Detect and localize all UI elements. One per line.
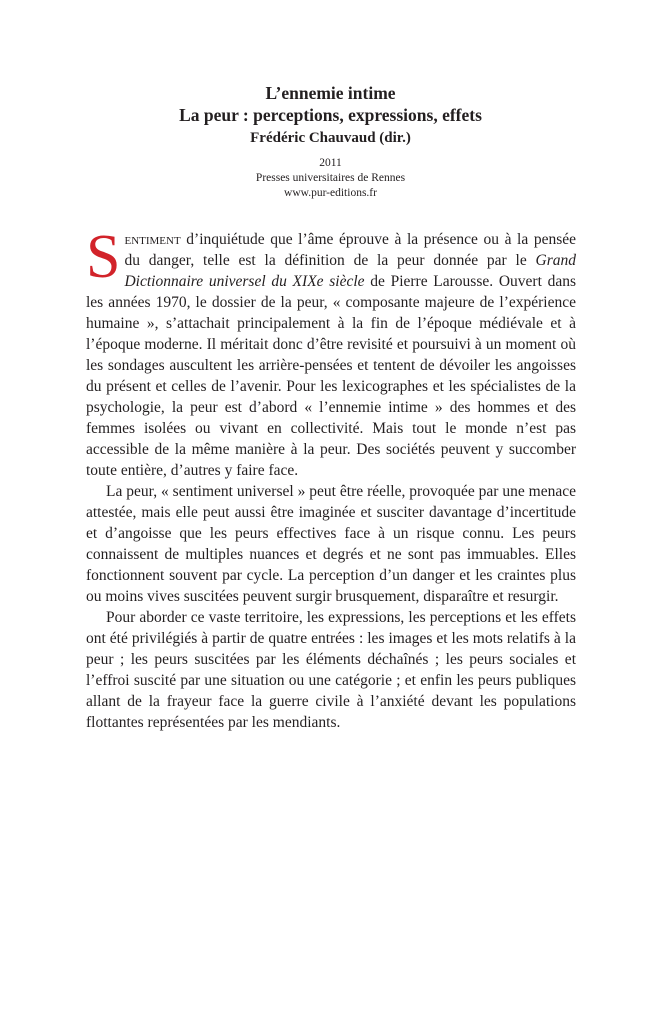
publication-year: 2011: [319, 157, 342, 169]
paragraph-3: Pour aborder ce vaste territoire, les expressions, les perceptions et les effets ont été privilégiés à partir de quatre entrées : les images et les mots relatifs à la peur ; les peurs suscitées par les éléments déchaînés ; les peurs sociales et l’effroi suscité par une situation ou une catégorie ; et enfin les peurs publiques allant de la frayeur face la guerre civile à l’anxiété devant les populations flottantes représentées par les mendiants.: [86, 609, 576, 731]
summary-text: [86, 223, 576, 733]
book-header: [0, 82, 661, 201]
dictionary-title: Grand Dictionnaire universel du XIXe siècle: [124, 252, 576, 290]
drop-cap: S: [86, 223, 121, 291]
book-author: Frédéric Chauvaud (dir.): [250, 130, 411, 146]
paragraph-2: La peur, « sentiment universel » peut être réelle, provoquée par une menace attestée, mais elle peut aussi être imaginée et susciter davantage d’incertitude et d’angoisse que les peurs effectives face à un risque connu. Les peurs connaissent de multiples nuances et degrés et ne sont pas immuables. Elles fonctionnent souvent par cycle. La perception d’un danger et les craintes plus ou moins vives suscitées peuvent surgir brusquement, disparaître et resurgir.: [86, 483, 576, 605]
paragraph-1-part-2: de Pierre Larousse. Ouvert dans les années 1970, le dossier de la peur, « composante majeure de l’expérience humaine », s’attachait principalement à la fin de l’époque médiévale et à l’époque moderne. Il méritait donc d’être revisité et poursuivi à un moment où les sondages auscultent les arrière-pensées et tentent de dévoiler les angoisses du présent et celles de l’avenir. Pour les lexicographes et les spécialistes de la psychologie, la peur est d’abord « l’ennemie intime » des hommes et des femmes isolées ou vivant en collectivité. Mais tout le monde n’est pas accessible de la même manière à la peur. Des sociétés peuvent y succomber toute entière, d’autres y faire face.: [86, 273, 576, 479]
paragraph-1: [86, 223, 576, 481]
smallcaps-lead: entiment: [124, 231, 181, 248]
book-subtitle: La peur : perceptions, expressions, effets: [179, 105, 482, 125]
publisher-website: www.pur-editions.fr: [284, 187, 377, 199]
paragraph-1-part-1: d’inquiétude que l’âme éprouve à la présence ou à la pensée du danger, telle est la définition de la peur donnée par le: [124, 231, 576, 269]
publisher-name: Presses universitaires de Rennes: [255, 172, 406, 184]
book-title: L’ennemie intime: [265, 83, 396, 103]
